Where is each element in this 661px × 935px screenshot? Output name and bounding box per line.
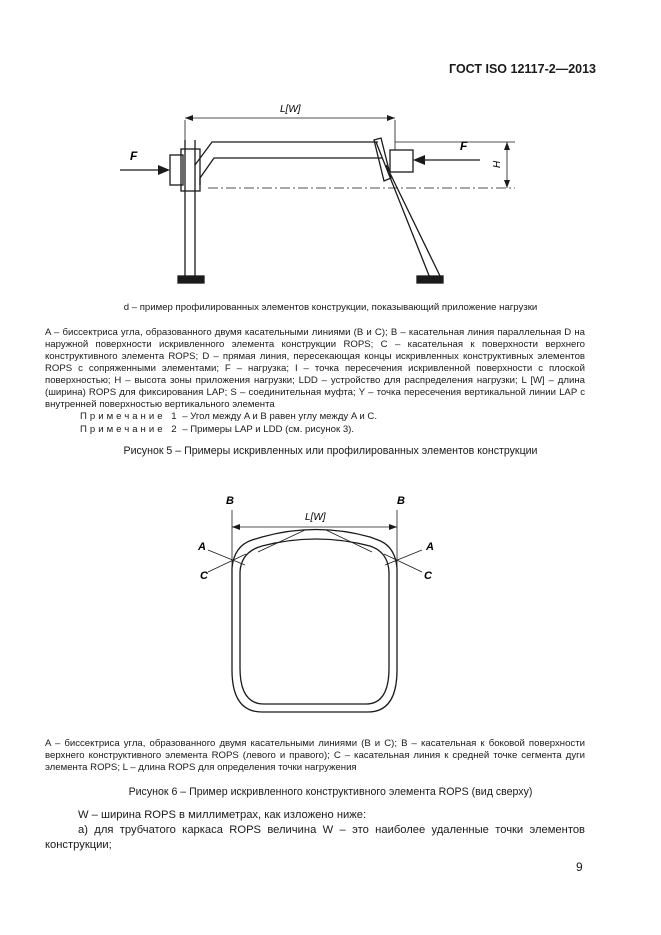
fig6-arrow-left — [232, 524, 240, 530]
left-base-plate — [178, 276, 204, 283]
figure6-legend: A – биссектриса угла, образованного двумя касательными линиями (B и C); B – касательная к боковой поверхности верхнего конструктивного элемента ROPS (левого и правого); C – касательная линия к средней точке сегмента дуги элемента ROPS; L – длина ROPS для определения точки нагружения — [45, 738, 585, 773]
right-base-plate — [417, 276, 443, 283]
figure5-caption: Рисунок 5 – Примеры искривленных или профилированных элементов конструкции — [123, 445, 538, 457]
right-load-block — [390, 150, 413, 172]
width-arrow-left — [185, 115, 193, 121]
width-dimension — [185, 118, 395, 150]
figure6-drawing — [0, 480, 661, 730]
label-force-left: F — [130, 149, 138, 163]
label-width: L[W] — [280, 104, 301, 115]
tangent-C-top-right — [326, 530, 372, 552]
label-C-right: C — [424, 570, 432, 582]
figure5-subcaption: d – пример профилированных элементов конструкции, показывающий приложение нагрузки — [123, 302, 538, 313]
rops-outer-outline — [232, 530, 397, 713]
note2-label: Примечание 2 — [80, 424, 180, 435]
left-clamp — [181, 149, 200, 191]
tangent-C-top-left — [258, 530, 305, 552]
figure6-caption: Рисунок 6 – Пример искривленного конструктивного элемента ROPS (вид сверху) — [128, 786, 533, 798]
body-line-2: а) для трубчатого каркаса ROPS величина W – это наиболее удаленные точки элементов конструкции; — [45, 824, 585, 851]
width-arrow-right — [387, 115, 395, 121]
fig6-arrow-right — [389, 524, 397, 530]
figure5-note1 — [80, 411, 377, 422]
note1-text: – Угол между A и B равен углу между A и C. — [182, 411, 378, 422]
page-header: ГОСТ ISO 12117-2—2013 — [449, 62, 596, 76]
label-height: H — [492, 160, 503, 168]
figure5-drawing — [0, 0, 661, 300]
left-post — [185, 140, 195, 278]
label-width-fig6: L[W] — [305, 512, 326, 523]
top-member-outer — [195, 142, 378, 165]
label-A-right: A — [426, 541, 434, 553]
height-arrow-top — [504, 142, 510, 150]
force-left-arrowhead — [158, 165, 170, 175]
rops-inner-outline — [240, 539, 389, 704]
label-C-left: C — [200, 570, 208, 582]
label-force-right: F — [460, 139, 468, 153]
body-line-1: W – ширина ROPS в миллиметрах, как изложено ниже: — [78, 809, 367, 821]
right-post — [376, 142, 441, 278]
figure5-note2 — [80, 424, 354, 435]
label-A-left: A — [198, 541, 206, 553]
label-B-left: B — [226, 495, 234, 507]
note1-label: Примечание 1 — [80, 411, 180, 422]
note2-text: – Примеры LAP и LDD (см. рисунок 3). — [182, 424, 355, 435]
force-right-arrowhead — [413, 155, 425, 165]
top-member-inner — [200, 158, 382, 185]
figure5-legend: A – биссектриса угла, образованного двумя касательными линиями (B и C); B – касательная линия параллельная D на наружной поверхности искривленного элемента конструкции ROPS; C – касательная к поверхности верхнего конструктивного элемента ROPS; D – прямая линия, пересекающая концы искривленных конструктивных элементов ROPS с сопряженными элементами; F – нагрузка; I – точка пересечения искривленной поверхности с плоской поверхностью; H – высота зоны приложения нагрузки; LDD – устройство для распределения нагрузки; L [W] – длина (ширина) ROPS для фиксирования LAP; S – соединительная муфта; Y – точка пересечения вертикальной линии LAP с внутренней поверхностью вертикального элемента — [45, 327, 585, 410]
page-number: 9 — [576, 860, 583, 874]
height-arrow-bottom — [504, 180, 510, 188]
label-B-right: B — [397, 495, 405, 507]
